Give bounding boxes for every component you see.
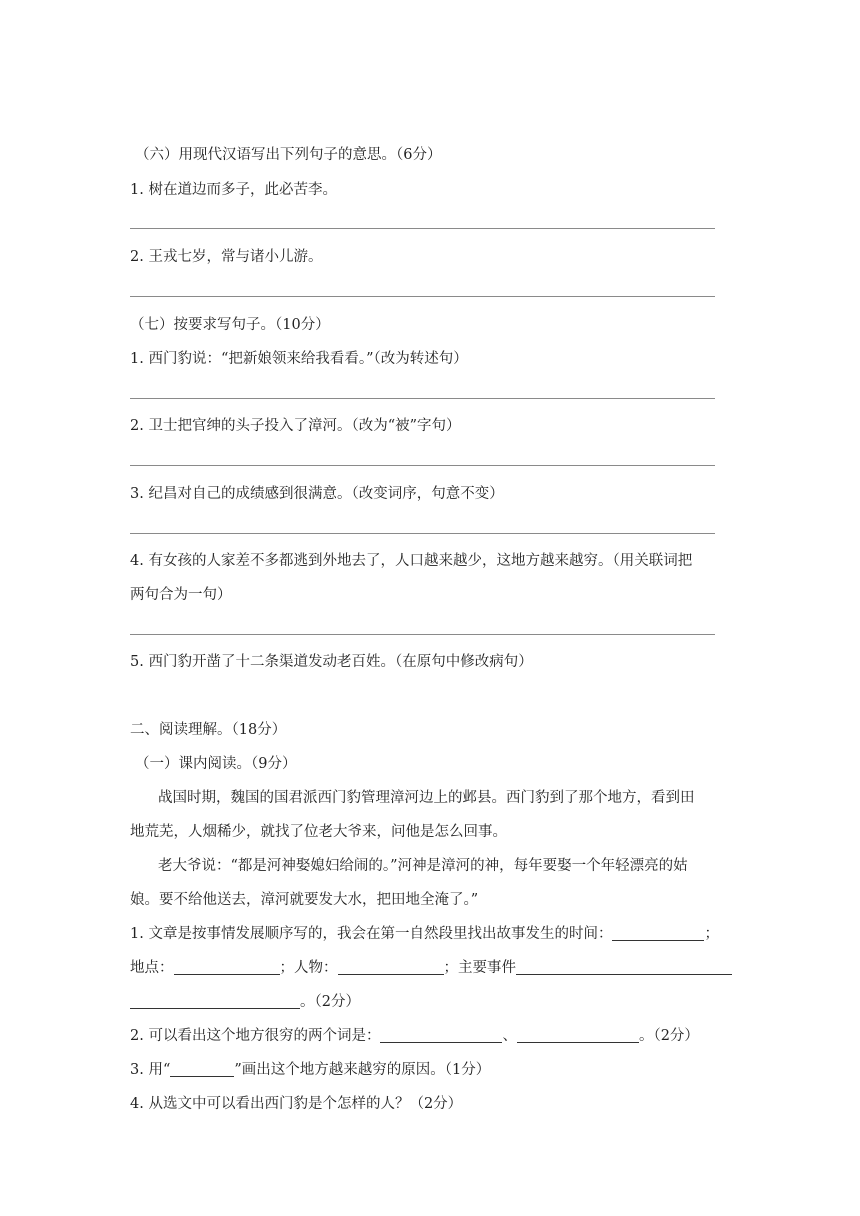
section7-item-2: 2. 卫士把官绅的头子投入了漳河。（改为“被”字句）: [130, 418, 461, 434]
section7-item-3: 3. 纪昌对自己的成绩感到很满意。（改变词序，句意不变）: [130, 486, 504, 502]
question-2: 2. 可以看出这个地方很穷的两个词是： 、 。（2分）: [130, 1028, 699, 1044]
blank-people[interactable]: [338, 958, 444, 975]
section7-item-5: 5. 西门豹开凿了十二条渠道发动老百姓。（在原句中修改病句）: [130, 654, 533, 670]
passage-line-1: 战国时期，魏国的国君派西门豹管理漳河边上的邺县。西门豹到了那个地方，看到田: [158, 790, 695, 806]
question-3: 3. 用“ ”画出这个地方越来越穷的原因。（1分）: [130, 1062, 491, 1078]
passage-line-2: 地荒芜，人烟稀少，就找了位老大爷来，问他是怎么回事。: [130, 824, 507, 840]
blank-main-event[interactable]: [516, 958, 732, 975]
blank-place[interactable]: [174, 958, 280, 975]
section6-item-1: 1. 树在道边而多子，此必苦李。: [130, 182, 337, 198]
question-1-line-2: 地点： ；人物： ；主要事件: [130, 958, 732, 978]
section7-item-4: 4. 有女孩的人家差不多都逃到外地去了，人口越来越少，这地方越来越穷。（用关联词把: [130, 553, 693, 569]
underline-sample: [170, 1060, 234, 1077]
question-1-line-1: 1. 文章是按事情发展顺序写的，我会在第一自然段里找出故事发生的时间： ；: [130, 926, 719, 942]
section6-heading: （六）用现代汉语写出下列句子的意思。（6分）: [135, 147, 442, 163]
blank-word-2[interactable]: [517, 1026, 639, 1043]
passage-line-3: 老大爷说：“都是河神娶媳妇给闹的。”河神是漳河的神，每年要娶一个年轻漂亮的姑: [158, 858, 688, 874]
answer-line[interactable]: [130, 465, 715, 466]
section7-heading: （七）按要求写句子。（10分）: [130, 317, 330, 333]
answer-line[interactable]: [130, 296, 715, 297]
section7-item-1: 1. 西门豹说：“把新娘领来给我看看。”（改为转述句）: [130, 351, 468, 367]
blank-time[interactable]: [612, 924, 704, 941]
blank-word-1[interactable]: [380, 1026, 502, 1043]
section7-item-4-cont: 两句合为一句）: [130, 587, 232, 603]
blank-main-event-cont[interactable]: [130, 992, 300, 1009]
section6-item-2: 2. 王戎七岁，常与诸小儿游。: [130, 249, 323, 265]
answer-line[interactable]: [130, 634, 715, 635]
question-4: 4. 从选文中可以看出西门豹是个怎样的人？（2分）: [130, 1096, 463, 1112]
answer-line[interactable]: [130, 228, 715, 229]
passage-line-4: 娘。要不给他送去，漳河就要发大水，把田地全淹了。”: [130, 892, 479, 908]
part2-sub-heading: （一）课内阅读。（9分）: [135, 756, 297, 772]
question-1-line-3: 。（2分）: [130, 992, 360, 1012]
answer-line[interactable]: [130, 398, 715, 399]
part2-heading: 二、阅读理解。（18分）: [130, 722, 287, 738]
answer-line[interactable]: [130, 533, 715, 534]
